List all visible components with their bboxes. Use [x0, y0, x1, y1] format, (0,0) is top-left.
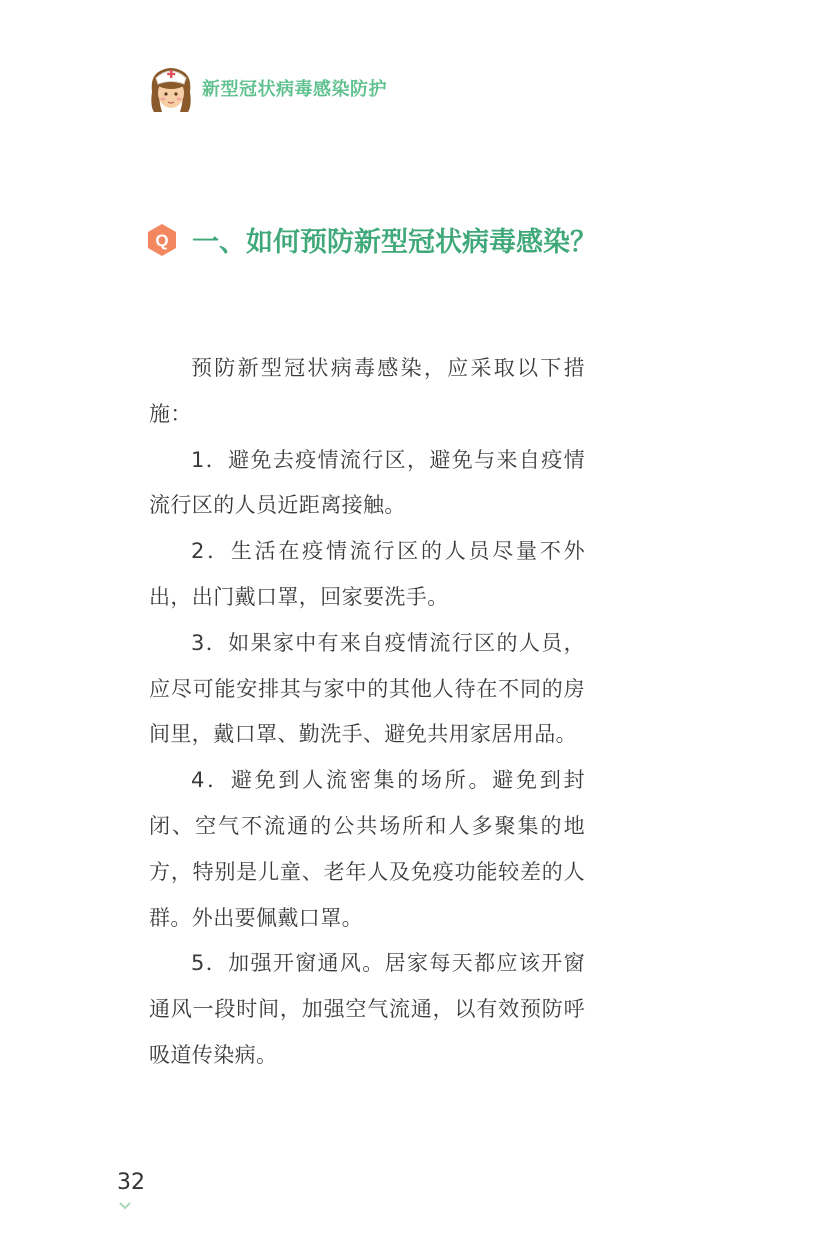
header-title: 新型冠状病毒感染防护: [202, 79, 387, 100]
paragraph-item-3: 3．如果家中有来自疫情流行区的人员，应尽可能安排其与家中的其他人待在不同的房间里，戴口罩、勤洗手、避免共用家居用品。: [149, 630, 585, 747]
body-text: [149, 346, 585, 1079]
paragraph-item-1: 1．避免去疫情流行区，避免与来自疫情流行区的人员近距离接触。: [149, 447, 585, 518]
paragraph-item-5: 5．加强开窗通风。居家每天都应该开窗通风一段时间，加强空气流通，以有效预防呼吸道传染病。: [149, 951, 585, 1067]
page-number: 32: [117, 1170, 145, 1195]
nurse-avatar-icon: [146, 62, 196, 114]
paragraph-intro: 预防新型冠状病毒感染，应采取以下措施：: [149, 356, 585, 426]
q-badge-icon: [146, 223, 178, 257]
q-badge-letter: Q: [155, 230, 169, 250]
question-title: 一、如何预防新型冠状病毒感染？: [192, 227, 597, 258]
paragraph-item-4: 4．避免到人流密集的场所。避免到封闭、空气不流通的公共场所和人多聚集的地方，特别是儿童、老年人及免疫功能较差的人群。外出要佩戴口罩。: [149, 768, 585, 930]
running-header: [146, 62, 387, 114]
paragraph-item-2: 2．生活在疫情流行区的人员尽量不外出，出门戴口罩，回家要洗手。: [149, 539, 585, 609]
question-heading: [146, 220, 597, 259]
chevron-down-icon: [118, 1201, 132, 1211]
